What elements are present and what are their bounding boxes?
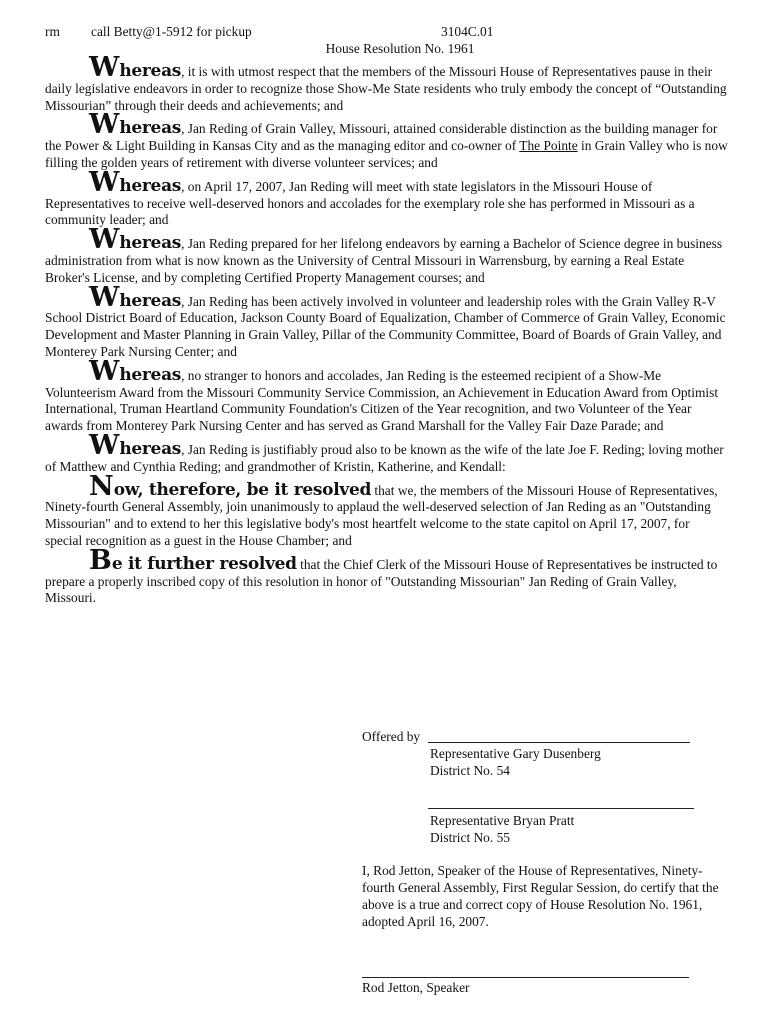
paragraph-lead: Be it further resolved [89,544,297,576]
paragraph-lead: Now, therefore, be it resolved [89,470,372,502]
paragraph-lead: Whereas [89,355,182,387]
speaker-certification: I, Rod Jetton, Speaker of the House of Representatives, Ninety-fourth General Assembly, First Regular Session, do certify that the above is a true and correct copy of House Resolution No. 1961, adopted April 16, 2007. [362,863,719,929]
header-document-code: 3104C.01 [441,24,494,39]
whereas-paragraph-3: Whereas, on April 17, 2007, Jan Reding will meet with state legislators in the Missouri House of Representatives to receive well-deserved honors and accolades for the exemplary role she has performed in Missouri as a community leader; and [45,166,695,228]
signature-line-rep1 [428,742,690,743]
publication-name: The Pointe [519,138,578,154]
header-initials: rm [45,24,60,39]
paragraph-lead: Whereas [89,166,182,198]
whereas-paragraph-2: Whereas, Jan Reding of Grain Valley, Missouri, attained considerable distinction as the building manager for the Power & Light Building in Kansas City and as the managing editor and co-owner of The Pointe in Grain Valley who is now filling the golden years of retirement with diverse volunteer services; and [45,109,728,170]
paragraph-lead: Whereas [89,429,182,461]
whereas-paragraph-6: Whereas, no stranger to honors and accolades, Jan Reding is the esteemed recipient of a Show-Me Volunteerism Award from the Missouri Community Service Commission, an Achievement in Education Award from Optimist International, Truman Heartland Community Foundation's Citizen of the Year recognition, and two Volunteer of the Year awards from Monterey Park Nursing Center and has served as Grand Marshall for the Valley Fair Daze Parade; and [45,355,719,434]
signature-line-speaker [362,977,689,978]
paragraph-lead: Whereas [89,52,182,83]
resolved-paragraph: Now, therefore, be it resolved that we, the members of the Missouri House of Representatives, Ninety-fourth General Assembly, join unanimously to applaud the well-deserved selection of Jan Reding as an "Outstanding Missourian" and to extend to her this legislative body's most heartfelt welcome to the state capitol on April 17, 2007, for special recognition as a guest in the House Chamber; and [45,470,718,548]
speaker-name: Rod Jetton, Speaker [362,980,470,995]
paragraph-lead: Whereas [89,109,182,141]
further-resolved-paragraph: Be it further resolved that the Chief Clerk of the Missouri House of Representatives be instructed to prepare a properly inscribed copy of this resolution in honor of "Outstanding Missourian" Jan Reding of Grain Valley, Missouri. [45,544,718,606]
rep2-district: District No. 55 [430,830,510,845]
whereas-paragraph-1: Whereas, it is with utmost respect that the members of the Missouri House of Representatives pause in their daily legislative endeavors in order to recognize those Show-Me State residents who truly embody the concept of “Outstanding Missourian” through their deeds and achievements; and [45,52,727,113]
resolution-title: House Resolution No. 1961 [325,41,475,56]
rep1-name: Representative Gary Dusenberg [430,746,601,761]
rep2-name: Representative Bryan Pratt [430,813,575,828]
rep1-district: District No. 54 [430,763,510,778]
offered-by-label: Offered by [362,729,421,744]
resolution-body [45,52,730,607]
whereas-paragraph-7: Whereas, Jan Reding is justifiably proud also to be known as the wife of the late Joe F. Reding; loving mother of Matthew and Cynthia Reding; and grandmother of Kristin, Katherine, and Kendall: [45,429,724,474]
paragraph-lead: Whereas [89,281,182,313]
signature-line-rep2 [428,808,694,809]
whereas-paragraph-4: Whereas, Jan Reding prepared for her lifelong endeavors by earning a Bachelor of Science degree in business administration from what is now known as the University of Central Missouri in Warrensburg, by earning a Real Estate Broker's License, and by completing Certified Property Management courses; and [45,224,723,285]
header-line [45,24,730,42]
paragraph-lead: Whereas [89,224,182,256]
header-pickup-note: call Betty@1-5912 for pickup [91,24,252,39]
whereas-paragraph-5: Whereas, Jan Reding has been actively involved in volunteer and leadership roles with the Grain Valley R-V School District Board of Education, Jackson County Board of Equalization, Chamber of Commerce of Grain Valley, Economic Development and Master Planning in Grain Valley, Pillar of the Community Committee, Board of Boards of Grain Valley, and Monterey Park Nursing Center; and [45,281,726,359]
